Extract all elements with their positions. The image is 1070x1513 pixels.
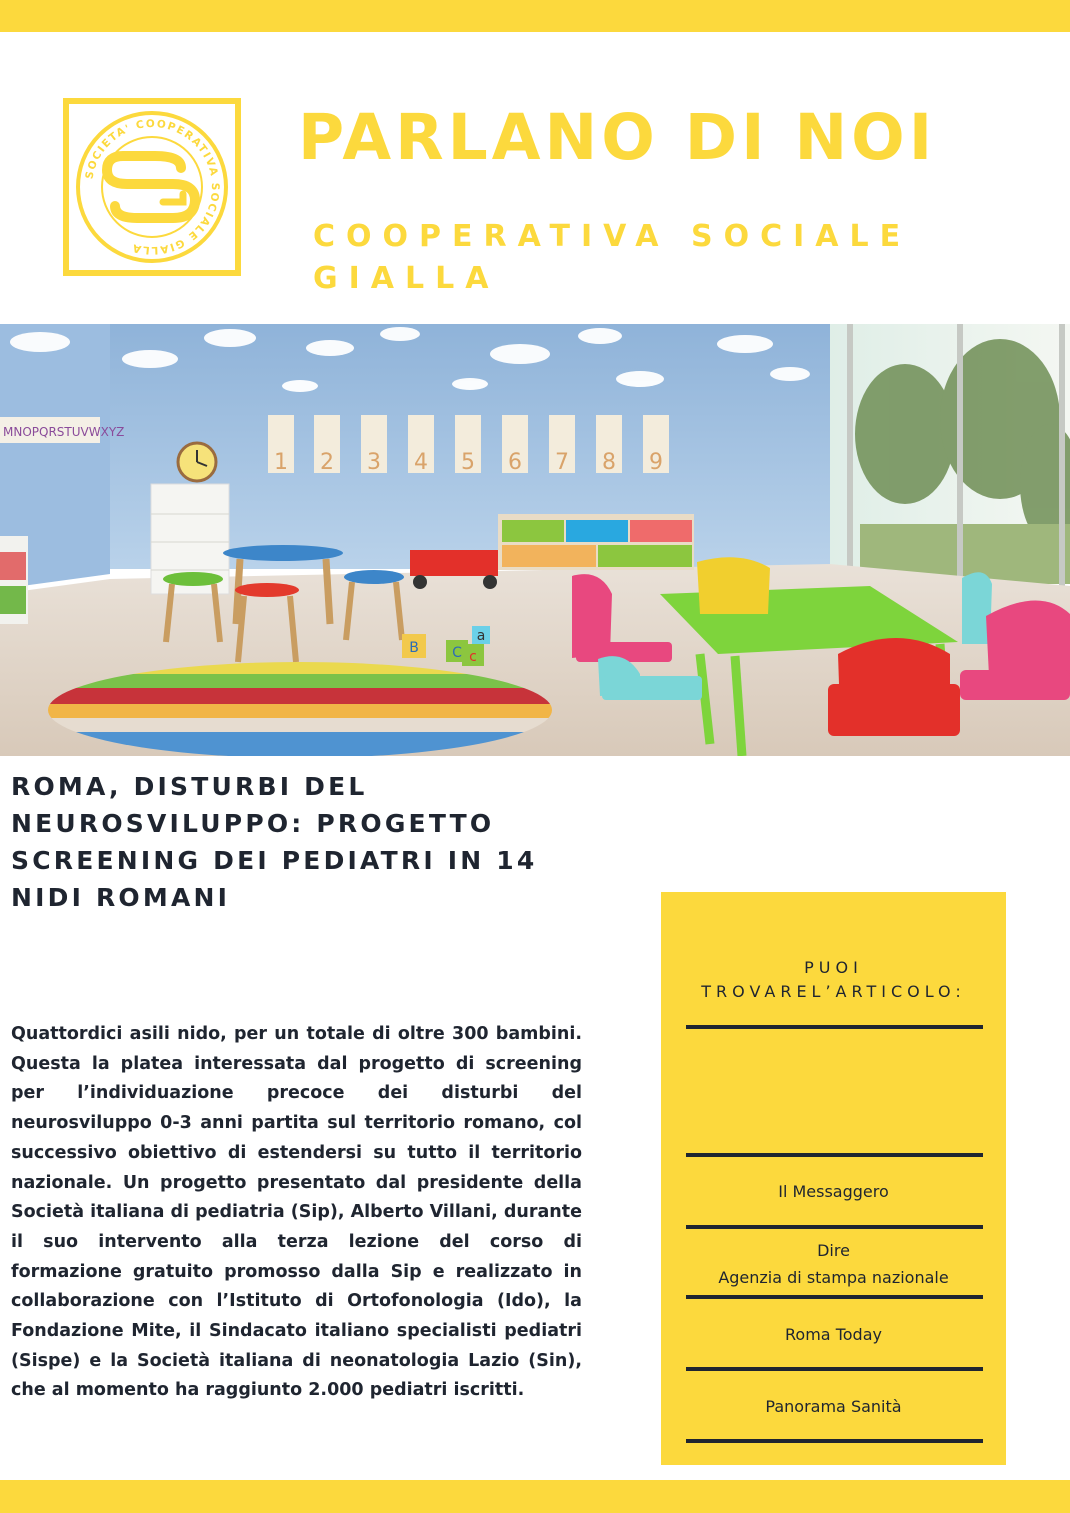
divider bbox=[686, 1153, 983, 1157]
page-title: PARLANO DI NOI bbox=[298, 101, 937, 174]
divider bbox=[686, 1295, 983, 1299]
number-cards bbox=[268, 415, 669, 475]
source-label: Il Messaggero bbox=[778, 1182, 889, 1201]
source-roma-today bbox=[661, 1321, 1006, 1348]
classroom-photo bbox=[0, 324, 1070, 756]
cooperative-logo bbox=[63, 98, 241, 276]
top-accent-bar bbox=[0, 0, 1070, 32]
divider bbox=[686, 1367, 983, 1371]
svg-text:B: B bbox=[409, 640, 419, 656]
alphabet-strip: MNOPQRSTUVWXYZ bbox=[3, 425, 125, 439]
svg-text:c: c bbox=[469, 649, 477, 665]
source-il-messaggero bbox=[661, 1178, 1006, 1205]
divider bbox=[686, 1025, 983, 1029]
svg-text:C: C bbox=[452, 645, 462, 661]
source-label: Roma Today bbox=[785, 1325, 882, 1344]
svg-text:5: 5 bbox=[461, 450, 475, 475]
source-panorama-sanita bbox=[661, 1393, 1006, 1420]
svg-text:7: 7 bbox=[555, 450, 569, 475]
svg-text:a: a bbox=[476, 628, 486, 644]
sources-heading bbox=[661, 956, 1006, 1004]
source-dire bbox=[661, 1237, 1006, 1291]
article-body: Quattordici asili nido, per un totale di oltre 300 bambini. Questa la platea interessata dal progetto di screening per l’individuazione precoce dei disturbi del neurosviluppo 0-3 anni partita sul territorio romano, col successivo obiettivo di estendersi su tutto il territorio nazionale. Un progetto presentato dal presidente della Società italiana di pediatria (Sip), Alberto Villani, durante il suo intervento alla terza lezione del corso di formazione gratuito promosso dalla Sip e realizzato in collaborazione con l’Istituto di Ortofonologia (Ido), la Fondazione Mite, il Sindacato italiano specialisti pediatri (Sispe) e la Società italiana di neonatologia Lazio (Sin), che al momento ha raggiunto 2.000 pediatri iscritti. bbox=[11, 1024, 582, 1401]
source-label: Panorama Sanità bbox=[765, 1397, 902, 1416]
sources-heading-line2: TROVAREL’ARTICOLO: bbox=[701, 982, 966, 1001]
divider bbox=[686, 1439, 983, 1443]
source-sublabel: Agenzia di stampa nazionale bbox=[718, 1268, 949, 1287]
source-label: Dire bbox=[817, 1241, 850, 1260]
bottom-accent-bar bbox=[0, 1480, 1070, 1513]
svg-text:2: 2 bbox=[320, 450, 334, 475]
svg-text:1: 1 bbox=[274, 450, 288, 475]
divider bbox=[686, 1225, 983, 1229]
svg-text:3: 3 bbox=[367, 450, 381, 475]
page-subtitle: COOPERATIVA SOCIALE GIALLA bbox=[313, 219, 912, 296]
svg-text:8: 8 bbox=[602, 450, 616, 475]
svg-text:6: 6 bbox=[508, 450, 522, 475]
logo-ring-text: SOCIETA' COOPERATIVA SOCIALE GIALLA bbox=[83, 117, 222, 257]
svg-text:4: 4 bbox=[414, 450, 428, 475]
article-headline: ROMA, DISTURBI DEL NEUROSVILUPPO: PROGETTO SCREENING DEI PEDIATRI IN 14 NIDI ROMANI bbox=[11, 772, 538, 912]
sources-heading-line1: PUOI bbox=[804, 958, 863, 977]
sources-box bbox=[661, 892, 1006, 1465]
svg-text:9: 9 bbox=[649, 450, 663, 475]
